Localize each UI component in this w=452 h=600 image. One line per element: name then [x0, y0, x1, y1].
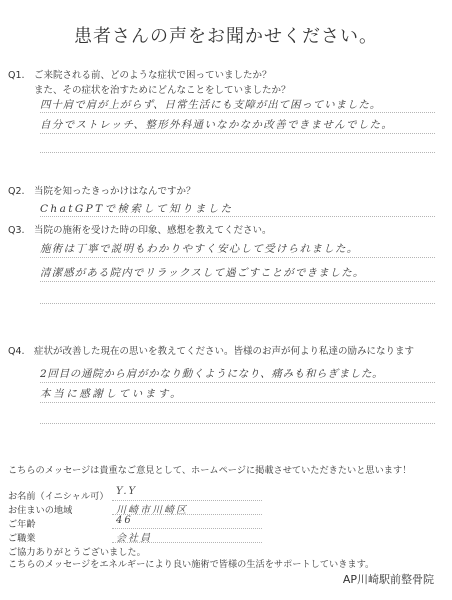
question-3 [8, 222, 272, 236]
answer-rule [40, 257, 435, 258]
answer-rule [40, 423, 435, 424]
question-text: 当院の施術を受けた時の印象、感想を教えてください。 [34, 225, 272, 236]
field-rule [112, 514, 262, 515]
question-4 [8, 343, 414, 357]
field-label-occupation: ご職業 [8, 533, 36, 544]
publish-notice: こちらのメッセージは貴重なご意見として、ホームページに掲載させていただきたいと思います！ [8, 465, 412, 476]
question-1 [8, 67, 272, 81]
question-text: 症状が改善した現在の思いを教えてください。皆様のお声が何より私達の励みになります [34, 346, 415, 357]
field-value-name: Y.Y [116, 486, 138, 497]
question-text: 当院を知ったきっかけはなんですか？ [34, 186, 196, 197]
support-message: こちらのメッセージをエネルギーにより良い施術で皆様の生活をサポートしていきます。 [8, 559, 375, 570]
answer-rule [40, 152, 435, 153]
question-number: Q3. [8, 225, 25, 236]
answer-line: 本当に感謝しています。 [40, 388, 184, 400]
field-value-age: 46 [116, 515, 133, 526]
answer-rule [40, 216, 435, 217]
answer-line: 清潔感がある院内でリラックスして過ごすことができました。 [40, 267, 365, 279]
question-text: ご来院される前、どのような症状で困っていましたか？ [34, 70, 272, 81]
thanks-message: ご協力ありがとうございました。 [8, 547, 146, 558]
question-number: Q2. [8, 186, 25, 197]
answer-rule [40, 133, 435, 134]
field-label-name: お名前（イニシャル可） [8, 491, 109, 502]
answer-line: 四十肩で肩が上がらず、日常生活にも支障が出て困っていました。 [40, 99, 382, 111]
field-value-occupation: 会社員 [116, 533, 152, 544]
field-value-area: 川崎市川崎区 [116, 505, 188, 516]
answer-rule [40, 112, 435, 113]
question-2 [8, 183, 196, 197]
answer-line: 自分でストレッチ、整形外科通いなかなか改善できませんでした。 [40, 119, 394, 131]
question-number: Q1. [8, 70, 25, 81]
answer-rule [40, 382, 435, 383]
field-rule [112, 542, 262, 543]
answer-line: ChatGPTで検索して知りました [40, 203, 234, 215]
field-label-area: お住まいの地域 [8, 505, 73, 516]
answer-line: 2回目の通院から肩がかなり動くようになり、痛みも和らぎました。 [40, 368, 384, 380]
answer-line: 施術は丁寧で説明もわかりやすく安心して受けられました。 [40, 243, 359, 255]
field-label-age: ご年齢 [8, 519, 36, 530]
page-title: 患者さんの声をお聞かせください。 [74, 26, 378, 47]
question-number: Q4. [8, 346, 25, 357]
clinic-name: AP川崎駅前整骨院 [342, 573, 434, 586]
question-text: また、その症状を治すためにどんなことをしていましたか？ [34, 85, 291, 96]
answer-rule [40, 303, 435, 304]
answer-rule [40, 402, 435, 403]
answer-rule [40, 281, 435, 282]
